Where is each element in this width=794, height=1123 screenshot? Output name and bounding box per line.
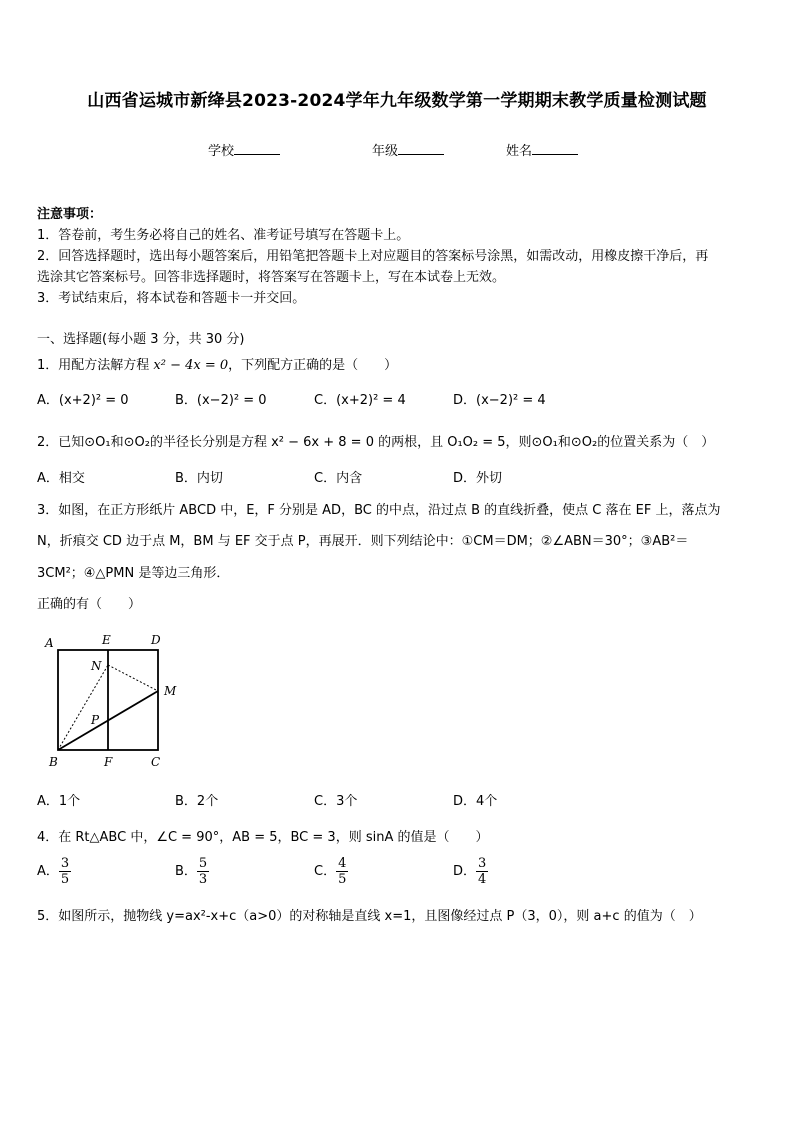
grade-label: 年级 <box>372 144 399 159</box>
q4-d-fraction: $\frac{3}{4}$ <box>478 856 487 887</box>
question-3-line1: 3．如图，在正方形纸片 ABCD 中，E，F 分别是 AD，BC 的中点，沿过点 B 的直线折叠，使点 C 落在 EF 上，落点为 <box>37 503 721 518</box>
label-a: A <box>45 636 54 650</box>
q1-stem-prefix: 1．用配方法解方程 <box>37 358 154 373</box>
line-bn-dotted <box>58 665 108 750</box>
q1-equation: x² − 4x = 0 <box>153 358 229 373</box>
label-f: F <box>104 755 113 769</box>
notice-item-2-line2: 选涂其它答案标号。回答非选择题时，将答案写在答题卡上，写在本试卷上无效。 <box>37 270 506 285</box>
q4-b-label: B． <box>175 864 197 879</box>
q3-square-figure <box>40 628 190 774</box>
q2-option-b[interactable]: B．内切 <box>175 471 223 486</box>
school-label: 学校 <box>208 144 235 159</box>
question-3-line2: N，折痕交 CD 边于点 M，BM 与 EF 交于点 P，再展开．则下列结论中：①CM＝DM；②∠ABN＝30°；③AB²＝ <box>37 534 689 549</box>
grade-field <box>372 140 444 159</box>
question-2-stem: 2．已知⊙O₁和⊙O₂的半径长分别是方程 x² − 6x + 8 = 0 的两根，且 O₁O₂ = 5，则⊙O₁和⊙O₂的位置关系为（ ） <box>37 435 715 450</box>
q4-option-b[interactable] <box>175 856 209 887</box>
name-field <box>506 140 578 159</box>
label-m: M <box>164 684 177 698</box>
notice-item-3: 3．考试结束后，将本试卷和答题卡一并交回。 <box>37 291 306 306</box>
name-label: 姓名 <box>506 144 533 159</box>
q4-a-label: A． <box>37 864 59 879</box>
question-4-stem: 4．在 Rt△ABC 中，∠C = 90°，AB = 5，BC = 3，则 sinA 的值是（ ） <box>37 830 489 845</box>
q3-option-d[interactable]: D．4个 <box>453 794 498 809</box>
q1-option-a[interactable]: A．(x+2)² = 0 <box>37 393 129 408</box>
q2-option-d[interactable]: D．外切 <box>453 471 503 486</box>
label-e: E <box>102 633 111 647</box>
question-3-line3: 3CM²；④△PMN 是等边三角形． <box>37 566 230 581</box>
q4-d-label: D． <box>453 864 477 879</box>
label-d: D <box>151 633 161 647</box>
q2-option-a[interactable]: A．相交 <box>37 471 85 486</box>
grade-blank[interactable] <box>398 142 444 155</box>
notice-item-2-line1: 2．回答选择题时，选出每小题答案后，用铅笔把答题卡上对应题目的答案标号涂黑，如需改动，用橡皮擦干净后，再 <box>37 249 709 264</box>
q4-c-label: C． <box>314 864 337 879</box>
q4-b-fraction: $\frac{5}{3}$ <box>198 856 208 887</box>
q1-stem-suffix: ，下列配方正确的是（ ） <box>228 358 398 373</box>
q2-option-c[interactable]: C．内含 <box>314 471 363 486</box>
q1-option-d[interactable]: D．(x−2)² = 4 <box>453 393 546 408</box>
school-field <box>208 140 280 159</box>
q3-option-c[interactable]: C．3个 <box>314 794 358 809</box>
notice-heading: 注意事项： <box>37 207 103 222</box>
q4-c-fraction: $\frac{4}{5}$ <box>338 856 347 887</box>
question-1-stem <box>37 354 397 373</box>
section-heading: 一、选择题(每小题 3 分，共 30 分) <box>37 332 245 347</box>
q3-option-a[interactable]: A．1个 <box>37 794 81 809</box>
question-5-stem: 5．如图所示，抛物线 y=ax²-x+c（a>0）的对称轴是直线 x=1，且图像经过点 P（3，0），则 a+c 的值为（ ） <box>37 909 702 924</box>
label-b: B <box>49 755 58 769</box>
exam-title: 山西省运城市新绛县2023-2024学年九年级数学第一学期期末教学质量检测试题 <box>87 91 707 111</box>
q1-option-c[interactable]: C．(x+2)² = 4 <box>314 393 406 408</box>
q3-option-b[interactable]: B．2个 <box>175 794 219 809</box>
q4-option-d[interactable] <box>453 856 488 887</box>
label-n: N <box>91 659 102 673</box>
school-blank[interactable] <box>234 142 280 155</box>
question-3-line4: 正确的有（ ） <box>37 597 142 612</box>
q4-a-fraction: $\frac{3}{5}$ <box>60 856 70 887</box>
name-blank[interactable] <box>532 142 578 155</box>
label-p: P <box>91 713 100 727</box>
q1-option-b[interactable]: B．(x−2)² = 0 <box>175 393 267 408</box>
q4-option-c[interactable] <box>314 856 348 887</box>
notice-item-1: 1．答卷前，考生务必将自己的姓名、准考证号填写在答题卡上。 <box>37 228 410 243</box>
q4-option-a[interactable] <box>37 856 71 887</box>
line-nm-dotted <box>108 665 158 691</box>
label-c: C <box>151 755 161 769</box>
